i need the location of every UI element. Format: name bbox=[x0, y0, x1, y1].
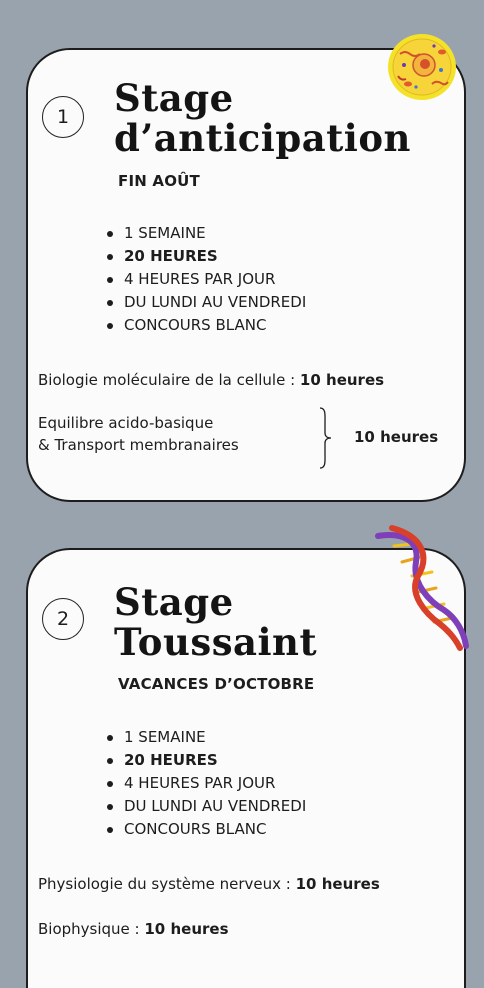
stage-card-anticipation bbox=[26, 48, 466, 502]
list-item: DU LUNDI AU VENDREDI bbox=[106, 795, 306, 818]
stage-period: VACANCES D’OCTOBRE bbox=[118, 675, 315, 693]
course-label: Biologie moléculaire de la cellule : bbox=[38, 371, 300, 389]
course-hours: 10 heures bbox=[295, 875, 380, 893]
course-hours: 10 heures bbox=[299, 371, 385, 389]
stage-title-line2: d’anticipation bbox=[114, 116, 411, 160]
course-label: Physiologie du système nerveux : bbox=[38, 875, 296, 893]
course-line bbox=[38, 875, 380, 893]
cell-illustration-icon bbox=[386, 32, 458, 102]
stage-title bbox=[114, 582, 317, 662]
course-line bbox=[38, 920, 229, 938]
course-label: Biophysique : bbox=[38, 920, 145, 938]
stage-number: 2 bbox=[56, 608, 70, 630]
course-line bbox=[38, 371, 384, 389]
list-item: 4 HEURES PAR JOUR bbox=[106, 268, 306, 291]
stage-title-line1: Stage bbox=[114, 580, 234, 624]
list-item: CONCOURS BLANC bbox=[106, 818, 306, 841]
list-item: DU LUNDI AU VENDREDI bbox=[106, 291, 306, 314]
stage-features-list bbox=[106, 222, 306, 337]
course-pair-line1: Equilibre acido-basique bbox=[38, 414, 214, 432]
stage-title bbox=[114, 78, 411, 158]
course-pair bbox=[38, 412, 239, 456]
stage-period: FIN AOÛT bbox=[118, 172, 200, 190]
list-item: 1 SEMAINE bbox=[106, 726, 306, 749]
stage-number-badge bbox=[42, 598, 84, 640]
list-item: 20 HEURES bbox=[106, 749, 306, 772]
stage-title-line1: Stage bbox=[114, 76, 234, 120]
list-item: 4 HEURES PAR JOUR bbox=[106, 772, 306, 795]
course-hours: 10 heures bbox=[144, 920, 229, 938]
stage-number-badge bbox=[42, 96, 84, 138]
list-item: 1 SEMAINE bbox=[106, 222, 306, 245]
stage-number: 1 bbox=[56, 106, 70, 128]
stage-title-line2: Toussaint bbox=[114, 620, 318, 664]
curly-brace-icon bbox=[318, 407, 332, 469]
course-pair-line2: & Transport membranaires bbox=[38, 436, 239, 454]
dna-helix-icon bbox=[372, 522, 472, 652]
list-item: CONCOURS BLANC bbox=[106, 314, 306, 337]
list-item: 20 HEURES bbox=[106, 245, 306, 268]
stage-features-list bbox=[106, 726, 306, 841]
course-pair-hours: 10 heures bbox=[354, 428, 439, 446]
